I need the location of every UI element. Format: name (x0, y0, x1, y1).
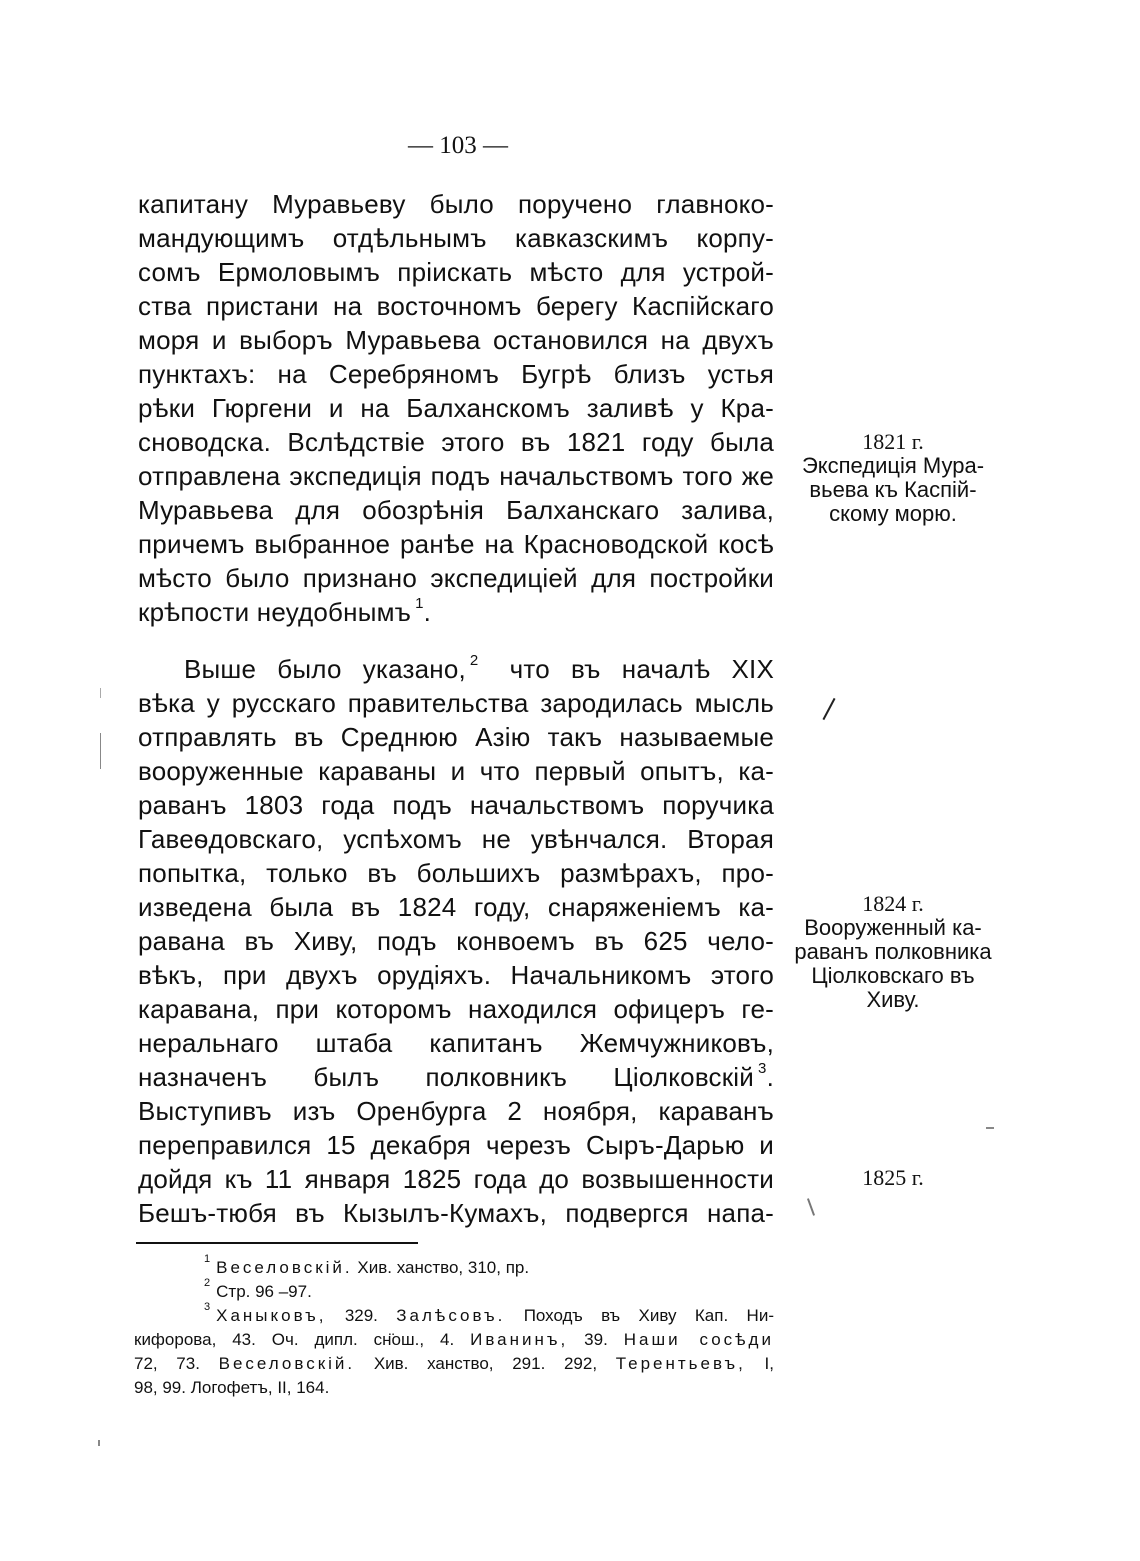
body-line (184, 652, 774, 686)
body-line: неральнаго штаба капитанъ Жемчужниковъ, (138, 1028, 774, 1058)
body-line: Муравьева для обозрѣнія Балханскаго залива, (138, 495, 774, 525)
body-line: попытка, только въ большихъ размѣрахъ, про- (138, 858, 774, 888)
body-line: Бешъ-тюбя въ Кызылъ-Кумахъ, подвергся напа- (138, 1198, 774, 1228)
margin-note-year: 1824 г. (862, 891, 924, 916)
page-number: — 103 — (408, 132, 508, 159)
margin-tick (807, 1198, 815, 1216)
body-line: раванъ 1803 года подъ начальствомъ поручика (138, 790, 774, 820)
body-line: моря и выборъ Муравьева остановился на двухъ (138, 325, 774, 355)
line-tail: . (766, 1062, 774, 1092)
body-line: переправился 15 декабря черезъ Сыръ-Дарью и (138, 1130, 774, 1160)
footnote (204, 1253, 774, 1280)
line-tail: что въ началѣ XIX (509, 654, 775, 684)
footnote-number: 1 (204, 1253, 211, 1266)
body-line (138, 1060, 774, 1094)
body-line: вѣкъ, при двухъ орудіяхъ. Начальникомъ этого (138, 960, 774, 990)
line-text: Выше было указано, (184, 654, 466, 684)
body-line: капитану Муравьеву было поручено главноко- (138, 189, 774, 219)
margin-note-line: раванъ полковника (794, 939, 992, 964)
body-line: сомъ Ермоловымъ пріискать мѣсто для устрой- (138, 257, 774, 287)
footnote-ref: 2 (469, 652, 479, 670)
footnote-text: кифорова, 43. Оч. дипл. сн̈ош., 4. (134, 1330, 455, 1349)
body-line: ства пристани на восточномъ берегу Каспійскаго (138, 291, 774, 321)
margin-note-line: вьева къ Каспій- (809, 477, 977, 502)
footnote (134, 1376, 774, 1400)
footnote-text: Хив. ханство, 310, пр. (357, 1258, 530, 1277)
footnote-text: 329. (344, 1306, 378, 1325)
margin-note-line: скому морю. (829, 501, 957, 526)
footnote-ref: 3 (758, 1060, 767, 1078)
footnote-author: Наши сосѣди (623, 1330, 774, 1349)
footnote-text: 72, 73. (134, 1354, 200, 1373)
body-line: вооруженные караваны и что первый опытъ, ка- (138, 756, 774, 786)
footnote-text: I, (764, 1354, 774, 1373)
footnote (204, 1277, 774, 1304)
margin-note-line: Экспедиція Мура- (801, 453, 985, 478)
footnote-author: Веселовскій. (216, 1258, 353, 1277)
footnote-author: Залѣсовъ. (396, 1306, 506, 1325)
body-line (138, 595, 774, 629)
footnote-author: Терентьевъ, (615, 1354, 746, 1373)
body-line: равана въ Хиву, подъ конвоемъ въ 625 чело- (138, 926, 774, 956)
margin-note (778, 892, 1008, 1012)
footnote-author: Иванинъ, (470, 1330, 569, 1349)
margin-tick (100, 733, 101, 769)
line-tail: . (423, 597, 432, 627)
body-line: отправлена экспедиція подъ начальствомъ того же (138, 461, 774, 491)
body-line: Выступивъ изъ Оренбурга 2 ноября, караванъ (138, 1096, 774, 1126)
margin-tick (98, 1440, 100, 1446)
footnote (204, 1301, 774, 1328)
margin-note-year: 1821 г. (862, 429, 924, 454)
body-line: мѣсто было признано экспедиціей для постройки (138, 563, 774, 593)
body-line: Гавеѳдовскаго, успѣхомъ не увѣнчался. Вторая (138, 824, 774, 854)
body-line: причемъ выбранное ранѣе на Красноводской косѣ (138, 529, 774, 559)
footnote-author: Веселовскій. (218, 1354, 356, 1373)
body-line: мандующимъ отдѣльнымъ кавказскимъ корпу- (138, 223, 774, 253)
footnote-number: 2 (204, 1277, 211, 1290)
footnote-text: Походъ въ Хиву Кап. Ни- (523, 1306, 774, 1325)
footnote-text: 98, 99. Логофетъ, II, 164. (134, 1378, 330, 1397)
footnote-text: Хив. ханство, 291. 292, (373, 1354, 598, 1373)
pencil-checkmark (822, 698, 835, 720)
footnote-text: 39. (584, 1330, 608, 1349)
body-line: изведена была въ 1824 году, снаряженіемъ ка- (138, 892, 774, 922)
margin-note (778, 430, 1008, 526)
margin-note-line: Вооруженный ка- (804, 915, 982, 940)
margin-note-line: Хиву. (866, 987, 920, 1012)
margin-note-line: Ціолковскаго въ (811, 963, 975, 988)
margin-note-year: 1825 г. (862, 1165, 924, 1190)
footnote-author: Ханыковъ, (216, 1306, 327, 1325)
body-line: каравана, при которомъ находился офицеръ ге- (138, 994, 774, 1024)
body-line: вѣка у русскаго правительства зародилась мысль (138, 688, 774, 718)
margin-tick (986, 1127, 994, 1129)
footnote (134, 1328, 774, 1352)
margin-note (778, 1166, 1008, 1190)
body-line: отправлять въ Среднюю Азію такъ называемые (138, 722, 774, 752)
body-line: дойдя къ 11 января 1825 года до возвышенности (138, 1164, 774, 1194)
footnote-text: Стр. 96 –97. (216, 1282, 312, 1301)
footnote (134, 1352, 774, 1376)
margin-tick (100, 688, 101, 698)
footnote-number: 3 (204, 1301, 211, 1314)
body-line: пунктахъ: на Серебряномъ Бугрѣ близъ устья (138, 359, 774, 389)
body-line: рѣки Гюргени и на Балханскомъ заливѣ у Кра- (138, 393, 774, 423)
body-line: сноводска. Вслѣдствіе этого въ 1821 году была (138, 427, 774, 457)
line-text: крѣпости неудобнымъ (138, 597, 412, 627)
line-text: назначенъ былъ полковникъ Ціолковскій (138, 1062, 755, 1092)
footnote-ref: 1 (415, 595, 424, 613)
footnote-rule (136, 1242, 418, 1244)
